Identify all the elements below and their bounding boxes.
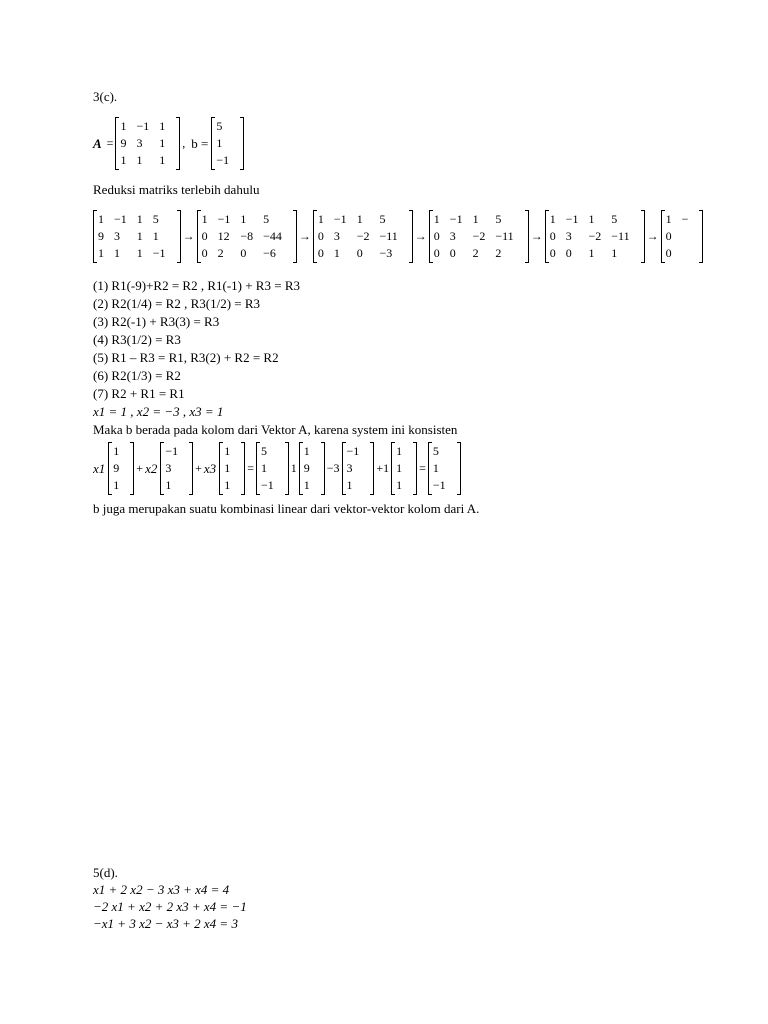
matrix-cell: 9 (303, 461, 310, 475)
matrix-cell: 1 (224, 461, 231, 475)
matrix-cell: 1 (159, 153, 166, 167)
matrix-cell: 0 (317, 229, 324, 243)
matrix-cell: −1 (565, 212, 579, 226)
matrix-cell: 5 (379, 212, 386, 226)
matrix-cell: −8 (240, 229, 254, 243)
matrix-cell: 1 (333, 246, 340, 260)
equals-sign: = (419, 461, 426, 475)
matrix-cell: 1 (120, 153, 127, 167)
matrix-cell: −11 (379, 229, 398, 243)
matrix-cell: −2 (588, 229, 602, 243)
arrow-icon: → (646, 229, 659, 243)
matrix-cell: 1 (136, 212, 143, 226)
plus-sign: + (195, 461, 202, 475)
matrix-cell: −3 (379, 246, 393, 260)
matrix-cell: 2 (217, 246, 224, 260)
matrix-cell: 1 (113, 444, 120, 458)
reduction-chain (93, 210, 703, 263)
matrix-cell: −1 (216, 153, 230, 167)
matrix-cell: −1 (136, 119, 150, 133)
matrix-cell: −6 (263, 246, 276, 260)
equals-sign: = (106, 136, 114, 150)
matrix-cell: 3 (449, 229, 456, 243)
matrix-cell: 1 (588, 212, 595, 226)
matrix-cell: 1 (136, 229, 143, 243)
matrix-cell: −44 (263, 229, 282, 243)
matrix-cell: 0 (433, 246, 440, 260)
matrix-cell: 1 (346, 478, 353, 492)
matrix-cell: 1 (120, 119, 127, 133)
b-label: b = (191, 135, 209, 151)
matrix-cell: 0 (356, 246, 363, 260)
matrix-cell: 1 (303, 444, 310, 458)
matrix-cell: 1 (224, 478, 231, 492)
matrix-cell: 5 (263, 212, 270, 226)
matrix-cell: 1 (317, 212, 324, 226)
arrow-icon: → (530, 229, 543, 243)
reduction-step: (6) R2(1/3) = R2 (93, 368, 181, 383)
matrix-cell: 1 (98, 246, 104, 260)
matrix-cell: 3 (565, 229, 572, 243)
matrix-cell: 1 (432, 461, 439, 475)
matrix-cell: −1 (152, 246, 166, 260)
equals-sign: = (247, 461, 254, 475)
matrix-cell: −1 (260, 478, 274, 492)
matrix-cell: 1 (113, 478, 120, 492)
equation-3: −x1 + 3 x2 − x3 + 2 x4 = 3 (93, 916, 238, 931)
matrix-a (115, 117, 180, 170)
matrix-cell: 0 (317, 246, 324, 260)
matrix-cell: 0 (201, 246, 208, 260)
coefficient-2: −3 (326, 461, 340, 475)
x2-label: x2 (145, 460, 158, 476)
reduction-step: (4) R3(1/2) = R3 (93, 332, 181, 347)
matrix-cell: −1 (333, 212, 347, 226)
matrix-cell: 1 (303, 478, 310, 492)
arrow-icon: → (298, 229, 311, 243)
matrix-cell: 1 (201, 212, 208, 226)
column-3-substituted (391, 442, 417, 495)
matrix-cell: 1 (165, 478, 172, 492)
matrix-cell: −1 (432, 478, 446, 492)
reduction-step: (5) R1 – R3 = R1, R3(2) + R2 = R2 (93, 350, 279, 365)
matrix-cell: 1 (665, 212, 672, 226)
matrix-cell: 0 (665, 246, 672, 260)
column-2-substituted (342, 442, 375, 495)
conclusion-consistent: Maka b berada pada kolom dari Vektor A, karena system ini konsisten (93, 422, 458, 437)
matrix-cell: 3 (136, 136, 143, 150)
a-label: A (93, 135, 102, 151)
matrix-cell: 3 (165, 461, 172, 475)
matrix-cell: 1 (472, 212, 479, 226)
matrix-cell: 1 (356, 212, 363, 226)
conclusion-linear-combination: b juga merupakan suatu kombinasi linear dari vektor-vektor kolom dari A. (93, 501, 480, 516)
matrix-cell: 0 (449, 246, 456, 260)
matrix-cell: −1 (217, 212, 231, 226)
augmented-matrix-3 (313, 210, 413, 263)
arrow-icon: → (182, 229, 195, 243)
equation-1: x1 + 2 x2 − 3 x3 + x4 = 4 (93, 882, 230, 897)
matrix-cell: −1 (449, 212, 463, 226)
matrix-cell: 1 (588, 246, 595, 260)
rhs-vector-result (428, 442, 461, 495)
matrix-cell: 1 (114, 246, 120, 260)
matrix-cell (682, 228, 699, 245)
heading-3c: 3(c). (93, 89, 118, 104)
matrix-cell: − (681, 212, 689, 226)
plus-sign: + (136, 461, 144, 475)
matrix-cell: −11 (611, 229, 630, 243)
column-1-substituted (299, 442, 325, 495)
matrix-cell: 3 (333, 229, 340, 243)
matrix-cell: 1 (549, 212, 556, 226)
matrix-cell: 2 (472, 246, 479, 260)
matrix-cell: 0 (549, 229, 556, 243)
solution-line: x1 = 1 , x2 = −3 , x3 = 1 (93, 404, 224, 419)
matrix-cell: 12 (217, 229, 230, 243)
matrix-cell: 9 (98, 229, 104, 243)
x1-label: x1 (93, 460, 106, 476)
matrix-cell: 1 (260, 461, 267, 475)
matrix-cell: 1 (240, 212, 247, 226)
matrix-cell: −1 (114, 212, 127, 226)
matrix-cell (682, 245, 699, 262)
linear-combination-row (93, 442, 461, 495)
matrix-cell: −2 (472, 229, 486, 243)
coefficient-1: 1 (290, 461, 297, 475)
augmented-matrix-2 (197, 210, 297, 263)
matrix-cell: 0 (433, 229, 440, 243)
matrix-cell: 1 (159, 136, 166, 150)
heading-5d: 5(d). (93, 865, 118, 880)
matrix-cell: 0 (201, 229, 208, 243)
matrix-cell: 1 (396, 444, 403, 458)
matrix-cell: 1 (396, 461, 403, 475)
column-2 (160, 442, 193, 495)
matrix-cell: 5 (432, 444, 439, 458)
x3-label: x3 (203, 460, 217, 476)
matrix-cell: 5 (611, 212, 618, 226)
matrix-cell: 5 (260, 444, 267, 458)
matrix-cell: −1 (165, 444, 179, 458)
augmented-matrix-1 (93, 210, 181, 263)
reduction-step: (7) R2 + R1 = R1 (93, 386, 185, 401)
matrix-cell: 0 (240, 246, 247, 260)
matrix-cell: 1 (216, 136, 223, 150)
augmented-matrix-4 (429, 210, 529, 263)
equation-2: −2 x1 + x2 + 2 x3 + x4 = −1 (93, 899, 247, 914)
matrix-cell: 5 (216, 119, 223, 133)
column-1 (108, 442, 134, 495)
matrix-cell: 5 (495, 212, 502, 226)
matrix-cell: 9 (120, 136, 127, 150)
matrix-cell: −11 (495, 229, 514, 243)
matrix-cell: 3 (114, 229, 120, 243)
reduction-step: (3) R2(-1) + R3(3) = R3 (93, 314, 220, 329)
comma: , (182, 136, 186, 150)
arrow-icon: → (414, 229, 427, 243)
matrix-cell: 1 (433, 212, 440, 226)
matrix-cell: 1 (159, 119, 166, 133)
column-3 (219, 442, 245, 495)
matrix-cell: 9 (113, 461, 120, 475)
matrix-definition-row (93, 117, 244, 170)
matrix-cell: 1 (136, 153, 143, 167)
rhs-vector (256, 442, 289, 495)
augmented-matrix-6 (661, 210, 704, 263)
matrix-cell: 2 (495, 246, 502, 260)
matrix-cell: 3 (346, 461, 353, 475)
reduction-step: (1) R1(-9)+R2 = R2 , R1(-1) + R3 = R3 (93, 278, 300, 293)
reduction-step: (2) R2(1/4) = R2 , R3(1/2) = R3 (93, 296, 261, 311)
reduction-intro: Reduksi matriks terlebih dahulu (93, 182, 260, 197)
matrix-cell: 1 (136, 246, 143, 260)
augmented-matrix-5 (545, 210, 645, 263)
vector-b (211, 117, 244, 170)
matrix-cell: −1 (346, 444, 360, 458)
coefficient-3: +1 (376, 461, 390, 475)
matrix-cell: 0 (665, 229, 672, 243)
matrix-cell: 1 (224, 444, 231, 458)
matrix-cell: 1 (611, 246, 618, 260)
matrix-cell: 0 (549, 246, 556, 260)
matrix-cell: 1 (98, 212, 104, 226)
matrix-cell: 5 (152, 212, 159, 226)
matrix-cell: 1 (152, 229, 159, 243)
matrix-cell: 0 (565, 246, 572, 260)
matrix-cell: −2 (356, 229, 370, 243)
matrix-cell: 1 (396, 478, 403, 492)
